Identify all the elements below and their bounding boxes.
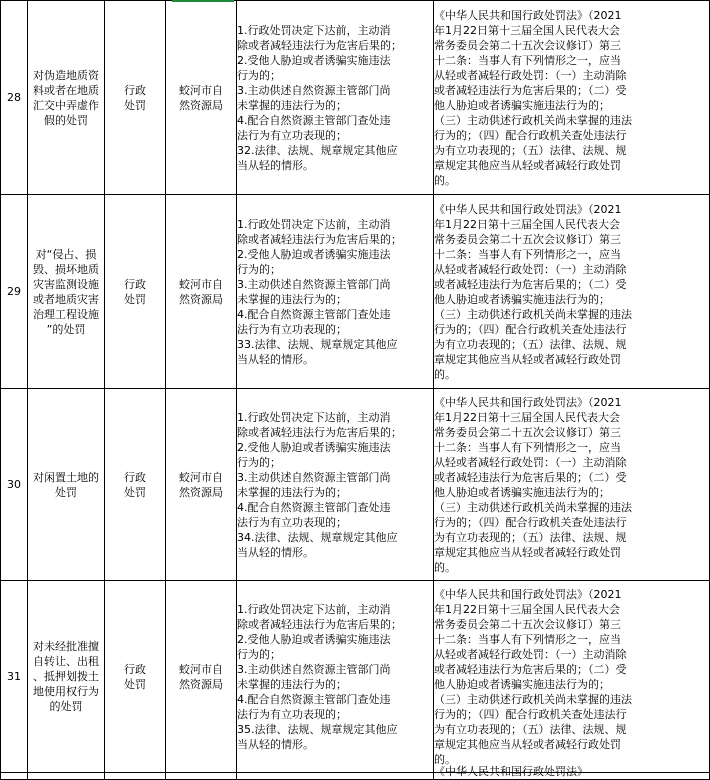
item-name-cell-line: 料或者在地质 [33,83,99,97]
legal-basis-cell-line: 行为的；（四）配合行政机关查处违法行 [434,128,627,142]
item-type-cell-line: 行政 [124,470,146,484]
item-name-cell-line: 的处罚 [49,700,83,713]
legal-basis-cell[interactable] [434,1,710,195]
legal-basis-cell-line: 年1月22日第十三届全国人民代表大会 [434,23,620,37]
conditions-cell-line: 当从轻的情形。 [237,158,314,172]
conditions-cell-line: 3.主动供述自然资源主管部门尚 [237,277,391,291]
item-type-cell[interactable] [105,195,166,389]
conditions-cell-line: 行为的； [237,68,281,82]
conditions-cell-line: 除或者减轻违法行为危害后果的； [237,232,402,246]
item-name-cell-line: 、抵押划拨土 [33,670,99,683]
conditions-cell-line: 4.配合自然资源主管部门查处违 [237,307,391,321]
conditions-cell-line: 未掌握的违法行为的； [237,98,347,112]
legal-basis-cell-line: 或者减轻违法行为危害后果的；（二）受 [434,277,627,291]
conditions-cell-line: 1.行政处罚决定下达前，主动消 [237,217,391,231]
item-name-cell-line: 对闲置土地的 [33,470,99,484]
conditions-cell-line: 33.法律、法规、规章规定其他应 [237,337,398,351]
partial-cell[interactable] [237,773,434,780]
conditions-cell-line: 未掌握的违法行为的； [237,292,347,306]
partial-legal-basis-cell[interactable] [434,765,710,780]
item-type-cell-line: 处罚 [124,292,146,306]
department-cell-line: 蛟河市自 [179,83,223,97]
item-type-cell-line: 处罚 [124,485,146,499]
legal-basis-cell-line: 十二条：当事人有下列情形之一，应当 [434,53,621,67]
conditions-cell-line: 4.配合自然资源主管部门查处违 [237,692,391,706]
department-cell-line: 蛟河市自 [179,277,223,291]
item-name-cell[interactable] [28,581,105,773]
legal-basis-cell-line: 他人胁迫或者诱骗实施违法行为的； [434,98,610,112]
row-number-cell[interactable]: 29 [1,195,28,389]
partial-cell[interactable] [28,773,105,780]
item-name-cell[interactable] [28,389,105,581]
row-number-cell[interactable]: 28 [1,1,28,195]
table-row [1,1,710,195]
legal-basis-cell-line: 的。 [434,560,456,574]
item-name-cell-line: ”的处罚 [46,322,86,336]
conditions-cell-line: 行为的； [237,262,281,276]
legal-basis-cell-line: 为有立功表现的；（五）法律、法规、规 [434,143,627,157]
legal-basis-cell-line: 为有立功表现的；（五）法律、法规、规 [434,530,627,544]
item-type-cell-line: 行政 [124,662,146,676]
conditions-cell-line: 2.受他人胁迫或者诱骗实施违法 [237,632,391,646]
conditions-cell-line: 未掌握的违法行为的； [237,677,347,691]
conditions-cell-line: 35.法律、法规、规章规定其他应 [237,722,398,736]
conditions-cell-line: 3.主动供述自然资源主管部门尚 [237,83,391,97]
conditions-cell-line: 行为的； [237,647,281,661]
item-name-cell-line: 处罚 [55,485,77,499]
table-row [1,581,710,773]
legal-basis-cell-line: 章规定其他应当从轻或者减轻行政处罚 [434,352,621,366]
legal-basis-cell-line: 年1月22日第十三届全国人民代表大会 [434,217,620,231]
legal-basis-cell-line: 他人胁迫或者诱骗实施违法行为的； [434,485,610,499]
selected-cell-indicator [172,0,234,2]
legal-basis-cell-line: 十二条：当事人有下列情形之一，应当 [434,632,621,646]
partial-legal-basis-text: 《中华人民共和国行政处罚法》 [434,765,588,778]
legal-basis-cell-line: 从轻或者减轻行政处罚：（一）主动消除 [434,68,627,82]
conditions-cell-line: 4.配合自然资源主管部门查处违 [237,500,391,514]
department-cell[interactable] [166,195,237,389]
legal-basis-cell-line: （三）主动供述行政机关尚未掌握的违法 [434,307,632,321]
conditions-cell-line: 除或者减轻违法行为危害后果的； [237,425,402,439]
department-cell-line: 然资源局 [179,485,223,499]
legal-basis-cell-line: （三）主动供述行政机关尚未掌握的违法 [434,500,632,514]
penalty-table-body [1,1,710,780]
item-type-cell[interactable] [105,1,166,195]
conditions-cell-line: 未掌握的违法行为的； [237,485,347,499]
legal-basis-cell-line: 他人胁迫或者诱骗实施违法行为的； [434,292,610,306]
table-row [1,195,710,389]
conditions-cell-line: 1.行政处罚决定下达前，主动消 [237,23,391,37]
department-cell-line: 蛟河市自 [179,470,223,484]
department-cell[interactable] [166,1,237,195]
legal-basis-cell-line: 常务委员会第二十五次会议修订）第三 [434,232,621,246]
item-name-cell[interactable] [28,195,105,389]
conditions-cell-line: 行为的； [237,455,281,469]
legal-basis-cell-line: 行为的；（四）配合行政机关查处违法行 [434,707,627,721]
conditions-cell[interactable] [237,581,434,773]
conditions-cell-line: 法行为有立功表现的； [237,128,347,142]
legal-basis-cell[interactable] [434,195,710,389]
item-name-cell-line: 对未经批准擅 [33,640,99,653]
item-type-cell-line: 行政 [124,83,146,97]
conditions-cell-line: 除或者减轻违法行为危害后果的； [237,38,402,52]
legal-basis-cell-line: 为有立功表现的；（五）法律、法规、规 [434,337,627,351]
conditions-cell-line: 法行为有立功表现的； [237,707,347,721]
conditions-cell-line: 32.法律、法规、规章规定其他应 [237,143,398,157]
table-row [1,389,710,581]
legal-basis-cell-line: 他人胁迫或者诱骗实施违法行为的； [434,677,610,691]
legal-basis-cell-line: 《中华人民共和国行政处罚法》（2021 [434,587,622,601]
legal-basis-cell-line: 的。 [434,752,456,766]
item-type-cell[interactable] [105,581,166,773]
legal-basis-cell-line: 或者减轻违法行为危害后果的；（二）受 [434,470,627,484]
item-name-cell-line: 毁、损坏地质 [33,262,99,276]
item-name-cell-line: 自转让、出租 [33,655,99,668]
legal-basis-cell-line: 从轻或者减轻行政处罚：（一）主动消除 [434,262,627,276]
legal-basis-cell-line: 常务委员会第二十五次会议修订）第三 [434,617,621,631]
row-number-cell[interactable]: 30 [1,389,28,581]
legal-basis-cell-line: 《中华人民共和国行政处罚法》（2021 [434,395,622,409]
legal-basis-cell-line: 年1月22日第十三届全国人民代表大会 [434,410,620,424]
conditions-cell-line: 2.受他人胁迫或者诱骗实施违法 [237,440,391,454]
conditions-cell-line: 3.主动供述自然资源主管部门尚 [237,470,391,484]
legal-basis-cell-line: 从轻或者减轻行政处罚：（一）主动消除 [434,647,627,661]
legal-basis-cell-line: 的。 [434,173,456,187]
conditions-cell-line: 34.法律、法规、规章规定其他应 [237,530,398,544]
partial-cell[interactable] [105,773,166,780]
item-name-cell-line: 假的处罚 [44,113,88,127]
legal-basis-cell-line: 从轻或者减轻行政处罚：（一）主动消除 [434,455,627,469]
legal-basis-cell-line: 章规定其他应当从轻或者减轻行政处罚 [434,158,621,172]
conditions-cell-line: 1.行政处罚决定下达前，主动消 [237,410,391,424]
legal-basis-cell-line: 的。 [434,367,456,381]
legal-basis-cell[interactable] [434,389,710,581]
partial-cell[interactable] [166,773,237,780]
conditions-cell-line: 1.行政处罚决定下达前，主动消 [237,602,391,616]
legal-basis-cell[interactable] [434,581,710,773]
legal-basis-cell-line: 为有立功表现的；（五）法律、法规、规 [434,722,627,736]
department-cell[interactable] [166,389,237,581]
item-type-cell-line: 行政 [124,277,146,291]
partial-cell[interactable] [1,773,28,780]
legal-basis-cell-line: 行为的；（四）配合行政机关查处违法行 [434,322,627,336]
legal-basis-cell-line: 常务委员会第二十五次会议修订）第三 [434,425,621,439]
legal-basis-cell-line: （三）主动供述行政机关尚未掌握的违法 [434,692,632,706]
legal-basis-cell-line: 或者减轻违法行为危害后果的；（二）受 [434,83,627,97]
legal-basis-cell-line: 章规定其他应当从轻或者减轻行政处罚 [434,737,621,751]
conditions-cell-line: 法行为有立功表现的； [237,515,347,529]
legal-basis-cell-line: 十二条：当事人有下列情形之一，应当 [434,247,621,261]
conditions-cell[interactable] [237,1,434,195]
legal-basis-cell-line: 十二条：当事人有下列情形之一，应当 [434,440,621,454]
conditions-cell-line: 法行为有立功表现的； [237,322,347,336]
legal-basis-cell-line: 或者减轻违法行为危害后果的；（二）受 [434,662,627,676]
item-name-cell-line: 或者地质灾害 [33,292,99,306]
conditions-cell-line: 当从轻的情形。 [237,737,314,751]
row-number-cell[interactable]: 31 [1,581,28,773]
conditions-cell[interactable] [237,195,434,389]
conditions-cell-line: 除或者减轻违法行为危害后果的； [237,617,402,631]
conditions-cell-line: 2.受他人胁迫或者诱骗实施违法 [237,247,391,261]
legal-basis-cell-line: （三）主动供述行政机关尚未掌握的违法 [434,113,632,127]
item-type-cell-line: 处罚 [124,98,146,112]
legal-basis-cell-line: 《中华人民共和国行政处罚法》（2021 [434,202,622,216]
department-cell[interactable] [166,581,237,773]
item-type-cell[interactable] [105,389,166,581]
legal-basis-cell-line: 行为的；（四）配合行政机关查处违法行 [434,515,627,529]
table-row-partial [1,773,710,780]
item-type-cell-line: 处罚 [124,677,146,691]
department-cell-line: 蛟河市自 [179,662,223,676]
item-name-cell-line: 汇交中弄虚作 [33,98,99,112]
department-cell-line: 然资源局 [179,292,223,306]
item-name-cell-line: 治理工程设施 [33,307,99,321]
item-name-cell-line: 地使用权行为 [33,685,99,698]
item-name-cell-line: 对“侵占、损 [35,247,97,261]
department-cell-line: 然资源局 [179,677,223,691]
conditions-cell-line: 当从轻的情形。 [237,545,314,559]
conditions-cell-line: 当从轻的情形。 [237,352,314,366]
item-name-cell[interactable] [28,1,105,195]
legal-basis-cell-line: 年1月22日第十三届全国人民代表大会 [434,602,620,616]
conditions-cell-line: 4.配合自然资源主管部门查处违 [237,113,391,127]
item-name-cell-line: 灾害监测设施 [33,277,99,291]
legal-basis-cell-line: 章规定其他应当从轻或者减轻行政处罚 [434,545,621,559]
conditions-cell[interactable] [237,389,434,581]
legal-basis-cell-line: 常务委员会第二十五次会议修订）第三 [434,38,621,52]
department-cell-line: 然资源局 [179,98,223,112]
conditions-cell-line: 3.主动供述自然资源主管部门尚 [237,662,391,676]
item-name-cell-line: 对伪造地质资 [33,68,99,82]
conditions-cell-line: 2.受他人胁迫或者诱骗实施违法 [237,53,391,67]
legal-basis-cell-line: 《中华人民共和国行政处罚法》（2021 [434,8,622,22]
